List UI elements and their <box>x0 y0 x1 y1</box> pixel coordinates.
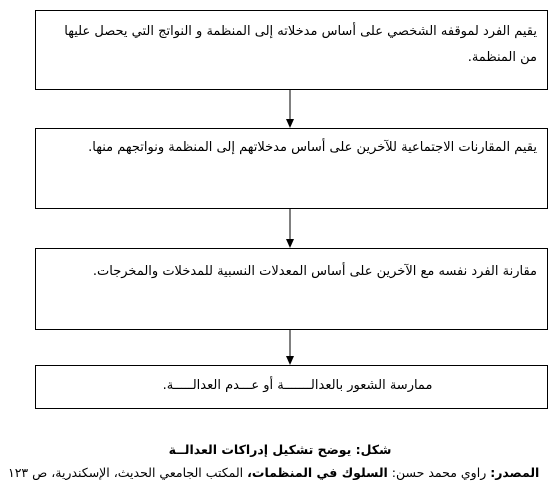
flow-step-3 <box>35 248 548 330</box>
flow-step-3-text: مقارنة الفرد نفسه مع الآخرين على أساس المعدلات النسبية للمدخلات والمخرجات. <box>92 264 537 279</box>
source-label: المصدر: <box>490 465 540 480</box>
flow-step-4-text: ممارسة الشعور بالعدالـــــــة أو عـــدم العدالـــــة. <box>162 378 433 393</box>
source-publisher: المكتب الجامعي الحديث، الإسكندرية، ص ١٢٣ <box>8 465 244 480</box>
figure-caption-title: شكل: يوضح تشكيل إدراكات العدالــة <box>168 442 392 457</box>
flow-step-2-text: يقيم المقارنات الاجتماعية للآخرين على أساس مدخلاتهم إلى المنظمة ونواتجهم منها. <box>88 140 537 155</box>
source-author: راوي محمد حسن: <box>391 465 487 480</box>
figure-caption <box>0 441 560 459</box>
flow-step-1 <box>35 10 548 90</box>
flow-arrow-1 <box>289 90 291 128</box>
flow-step-4 <box>35 365 548 409</box>
flow-arrow-2 <box>289 209 291 248</box>
flow-step-2 <box>35 128 548 209</box>
figure-source <box>8 464 560 482</box>
flow-step-1-text: يقيم الفرد لموقفه الشخصي على أساس مدخلاته إلى المنظمة و النواتج التي يحصل عليها من المنظمة. <box>64 24 537 65</box>
source-book: السلوك في المنظمات، <box>247 465 388 480</box>
flow-arrow-3 <box>289 330 291 365</box>
